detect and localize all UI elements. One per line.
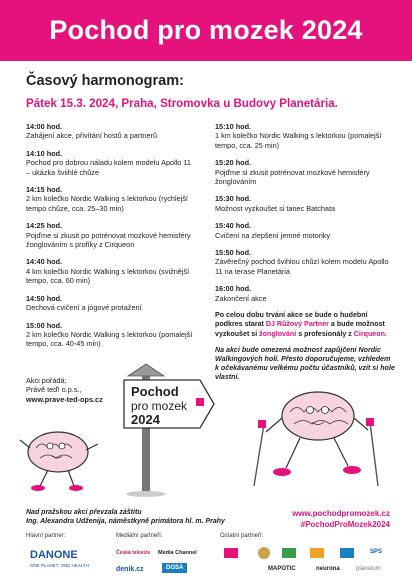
patronage-text [26, 508, 225, 526]
ct-logo: Česká televize [116, 550, 151, 556]
schedule-time: 14:15 hod. [26, 185, 63, 195]
danone-logo: DANONE [30, 549, 78, 561]
schedule-text: Pojďme si zkusit po potrénovat mozkové hemisféry žonglováním s profíky z Cirqueon [26, 230, 191, 250]
event-date-location: Pátek 15.3. 2024, Praha, Stromovka u Budovy Planetária. [26, 97, 338, 110]
schedule-time: 15:50 hod. [215, 248, 252, 258]
hashtag-text: #PochodProMozek2024 [300, 520, 390, 529]
schedule-text: 2 km kolečko Nordic Walking s lektorkou (pomalejší tempo, cca. 40-45 min) [26, 329, 193, 349]
schedule-time: 14:00 hod. [26, 122, 63, 131]
sign-line1: Pochod [131, 384, 179, 399]
schedule-text: Závěrečný pochod švihlou chůzí kolem modelu Apollo 11 na terase Planetária [215, 257, 389, 276]
schedule-time: 14:25 hod. [26, 221, 63, 231]
schedule-time: 14:50 hod. [26, 293, 63, 303]
brain-right-illustration [254, 392, 378, 486]
schedule-item [215, 248, 395, 276]
note-text: Po celou dobu trvání akce se bude o hudební podkres starat [215, 311, 368, 329]
schedule-item [215, 194, 395, 213]
media-channel-logo: Media Channel [158, 550, 197, 556]
schedule-item [215, 221, 395, 240]
schedule-item [26, 185, 196, 213]
organizer-name: Právě teď! o.p.s., [26, 385, 82, 395]
schedule-item [26, 149, 196, 177]
schedule-item [215, 122, 395, 150]
schedule-text: Cvičení na zlepšení jemné motoriky [215, 230, 331, 240]
schedule-text: Zahájení akce, přivítání hostů a partnerů [26, 131, 158, 141]
juggling-text: žonglování [259, 329, 297, 338]
dj-name: DJ Růžový Partner [265, 320, 329, 329]
schedule-time: 14:40 hod. [26, 257, 63, 267]
schedule-item [26, 321, 196, 349]
planetum-logo: planetum [356, 566, 381, 572]
prague-emblem-icon [258, 547, 270, 559]
organizer-label: Akci pořádá: [26, 376, 67, 385]
note-text: a bude možnost vyzkoušet si [215, 320, 385, 338]
music-note [215, 311, 395, 339]
schedule-text: 2 km kolečko Nordic Walking s lektorkou (rychlejší tempo chůze, cca. 25–30 min) [26, 194, 188, 213]
schedule-left-column [26, 122, 196, 357]
patronage-line2: Ing. Alexandra Udženija, náměstkyně primátora hl. m. Prahy [26, 518, 225, 525]
dosa-logo: DOSA [162, 563, 187, 573]
schedule-item [26, 122, 196, 141]
schedule-time: 15:10 hod. [215, 122, 252, 131]
links-block [292, 508, 390, 530]
schedule-time: 15:40 hod. [215, 221, 252, 231]
partner-logo-mark [340, 548, 354, 558]
patronage-line1: Nad pražskou akcí převzala záštitu [26, 509, 142, 516]
other-partner-label: Ostatní partneři: [220, 533, 264, 539]
schedule-item [26, 294, 196, 313]
schedule-time: 15:20 hod. [215, 158, 252, 168]
mapotic-logo: MAPOTIC [268, 566, 296, 572]
note-text: s profesionály z [296, 329, 354, 338]
partner-logo-mark [310, 548, 324, 558]
partner-logo-mark [282, 548, 296, 558]
schedule-text: 4 km kolečko Nordic Walking s lektorkou (svižnější tempo, cca. 60 min) [26, 266, 190, 286]
denik-logo: denik.cz [116, 566, 144, 573]
schedule-time: 16:00 hod. [215, 284, 252, 294]
schedule-text: Zakončení akce [215, 293, 267, 303]
poles-note: Na akci bude omezená možnost zapůjčení Nordic Walkingových holí. Přesto doporučujeme, vzhledem k očekávanému velkému počtu účastníků, vzít si hole vlastní. [215, 345, 395, 382]
brain-left-illustration [20, 432, 98, 491]
media-partner-label: Mediální partneři: [116, 533, 163, 539]
schedule-time: 14:10 hod. [26, 148, 63, 158]
schedule-time: 15:30 hod. [215, 194, 252, 204]
schedule-text: Pojďme si zkusit potrénovat mozkové hemisféry žonglováním [215, 167, 370, 187]
signpost-illustration [124, 364, 214, 497]
sps-logo: SPS [370, 549, 383, 555]
schedule-heading: Časový harmonogram: [26, 73, 184, 89]
schedule-text: Možnost vyzkoušet si tanec Batchata [215, 203, 336, 213]
schedule-item [26, 257, 196, 285]
main-partner-label: Hlavní partner: [26, 533, 66, 539]
sign-line2: pro mozek [131, 399, 188, 413]
schedule-item [215, 158, 395, 186]
schedule-right-column [215, 122, 395, 390]
schedule-item [26, 221, 196, 249]
schedule-text: Pochod pro dobrou náladu kolem modelu Apollo 11 – ukázka šviihlé chůze [26, 158, 191, 177]
schedule-text: 1 km kolečko Nordic Walking s lektorkou (pomalejší tempo, cca. 25 min) [215, 131, 382, 150]
sign-line3: 2024 [131, 412, 160, 427]
neurona-logo: neurona [316, 566, 340, 572]
schedule-item [215, 284, 395, 303]
header-banner [0, 0, 412, 61]
schedule-time: 15:00 hod. [26, 320, 63, 330]
website-link[interactable]: www.pochodpromozek.cz [292, 509, 390, 518]
illustration [0, 360, 412, 500]
organizer-url[interactable]: www.prave-ted-ops.cz [26, 394, 103, 404]
partner-logo-mark [224, 548, 238, 558]
page-title: Pochod pro mozek 2024 [49, 15, 363, 45]
cirqueon-text: Cirqueon. [353, 329, 387, 338]
danone-tagline: ONE PLANET. ONE HEALTH [30, 563, 89, 568]
schedule-text: Dechová cvičení a jógové protažení [26, 303, 142, 313]
